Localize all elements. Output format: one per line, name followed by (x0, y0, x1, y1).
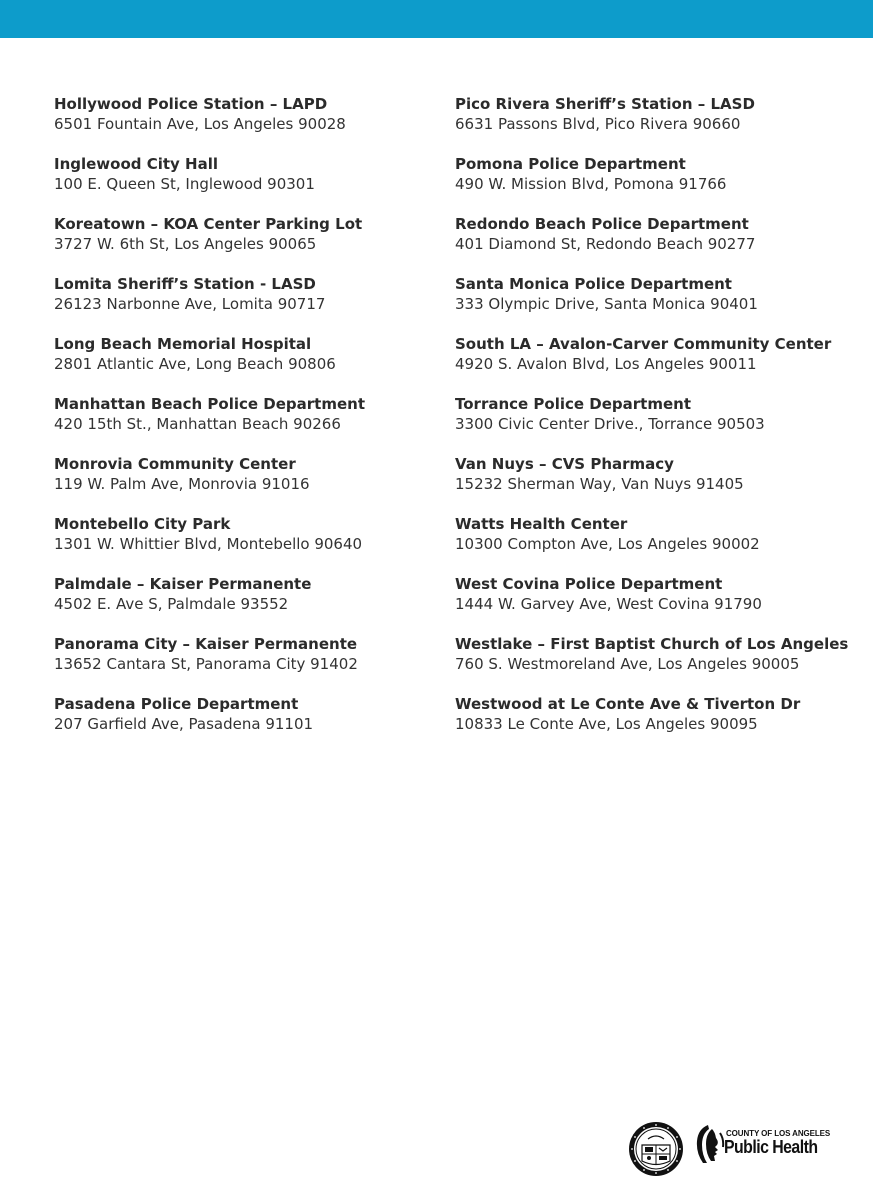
location-address: 490 W. Mission Blvd, Pomona 91766 (455, 175, 727, 193)
location-address: 6501 Fountain Ave, Los Angeles 90028 (54, 115, 346, 133)
location-name: Redondo Beach Police Department (455, 215, 749, 233)
location-address: 4502 E. Ave S, Palmdale 93552 (54, 595, 289, 613)
location-address: 13652 Cantara St, Panorama City 91402 (54, 655, 358, 673)
location-name: Pasadena Police Department (54, 695, 299, 713)
location-name: Westlake – First Baptist Church of Los Angeles (455, 635, 849, 653)
location-address: 10833 Le Conte Ave, Los Angeles 90095 (455, 715, 758, 733)
location-entry (54, 334, 454, 394)
location-entry (455, 274, 855, 334)
location-name: Montebello City Park (54, 515, 231, 533)
location-address: 333 Olympic Drive, Santa Monica 90401 (455, 295, 758, 313)
location-name: Monrovia Community Center (54, 455, 296, 473)
header-bar (0, 0, 873, 38)
location-entry (54, 514, 454, 574)
location-entry (455, 334, 855, 394)
location-address: 3300 Civic Center Drive., Torrance 90503 (455, 415, 765, 433)
logo-title-text: Public Health (724, 1137, 818, 1157)
location-entry (455, 154, 855, 214)
location-name: Hollywood Police Station – LAPD (54, 95, 328, 113)
location-name: Inglewood City Hall (54, 155, 219, 173)
location-address: 10300 Compton Ave, Los Angeles 90002 (455, 535, 760, 553)
location-name: Van Nuys – CVS Pharmacy (455, 455, 674, 473)
location-address: 760 S. Westmoreland Ave, Los Angeles 90005 (455, 655, 800, 673)
location-address: 401 Diamond St, Redondo Beach 90277 (455, 235, 756, 253)
locations-column-left (54, 94, 454, 754)
location-name: Westwood at Le Conte Ave & Tiverton Dr (455, 695, 801, 713)
location-entry (54, 274, 454, 334)
location-entry (455, 574, 855, 634)
location-name: Koreatown – KOA Center Parking Lot (54, 215, 363, 233)
location-entry (54, 94, 454, 154)
location-name: Lomita Sheriff’s Station - LASD (54, 275, 316, 293)
location-name: Long Beach Memorial Hospital (54, 335, 312, 353)
location-address: 420 15th St., Manhattan Beach 90266 (54, 415, 341, 433)
logo-county-text: COUNTY OF LOS ANGELES (726, 1129, 831, 1138)
location-address: 119 W. Palm Ave, Monrovia 91016 (54, 475, 310, 493)
location-name: Pico Rivera Sheriff’s Station – LASD (455, 95, 755, 113)
location-address: 15232 Sherman Way, Van Nuys 91405 (455, 475, 744, 493)
location-entry (54, 214, 454, 274)
location-name: West Covina Police Department (455, 575, 723, 593)
location-address: 207 Garfield Ave, Pasadena 91101 (54, 715, 314, 733)
location-entry (455, 634, 855, 694)
location-entry (455, 514, 855, 574)
location-entry (54, 454, 454, 514)
location-address: 2801 Atlantic Ave, Long Beach 90806 (54, 355, 336, 373)
location-entry (54, 574, 454, 634)
location-name: Palmdale – Kaiser Permanente (54, 575, 312, 593)
location-entry (54, 394, 454, 454)
location-address: 6631 Passons Blvd, Pico Rivera 90660 (455, 115, 741, 133)
location-name: South LA – Avalon-Carver Community Center (455, 335, 832, 353)
location-address: 100 E. Queen St, Inglewood 90301 (54, 175, 315, 193)
location-entry (455, 454, 855, 514)
location-address: 3727 W. 6th St, Los Angeles 90065 (54, 235, 317, 253)
location-entry (54, 694, 454, 754)
location-entry (455, 694, 855, 754)
location-address: 1301 W. Whittier Blvd, Montebello 90640 (54, 535, 363, 553)
location-name: Pomona Police Department (455, 155, 686, 173)
location-entry (54, 154, 454, 214)
location-entry (455, 94, 855, 154)
location-name: Panorama City – Kaiser Permanente (54, 635, 358, 653)
county-seal-icon (628, 1121, 684, 1177)
location-name: Torrance Police Department (455, 395, 692, 413)
location-entry (455, 394, 855, 454)
location-name: Watts Health Center (455, 515, 628, 533)
footer-logos (628, 1121, 838, 1181)
location-name: Manhattan Beach Police Department (54, 395, 365, 413)
location-address: 26123 Narbonne Ave, Lomita 90717 (54, 295, 326, 313)
public-health-profile-icon (694, 1123, 726, 1165)
location-name: Santa Monica Police Department (455, 275, 732, 293)
location-entry (54, 634, 454, 694)
locations-column-right (455, 94, 855, 754)
location-address: 4920 S. Avalon Blvd, Los Angeles 90011 (455, 355, 757, 373)
public-health-logo (694, 1123, 834, 1173)
location-address: 1444 W. Garvey Ave, West Covina 91790 (455, 595, 762, 613)
location-entry (455, 214, 855, 274)
